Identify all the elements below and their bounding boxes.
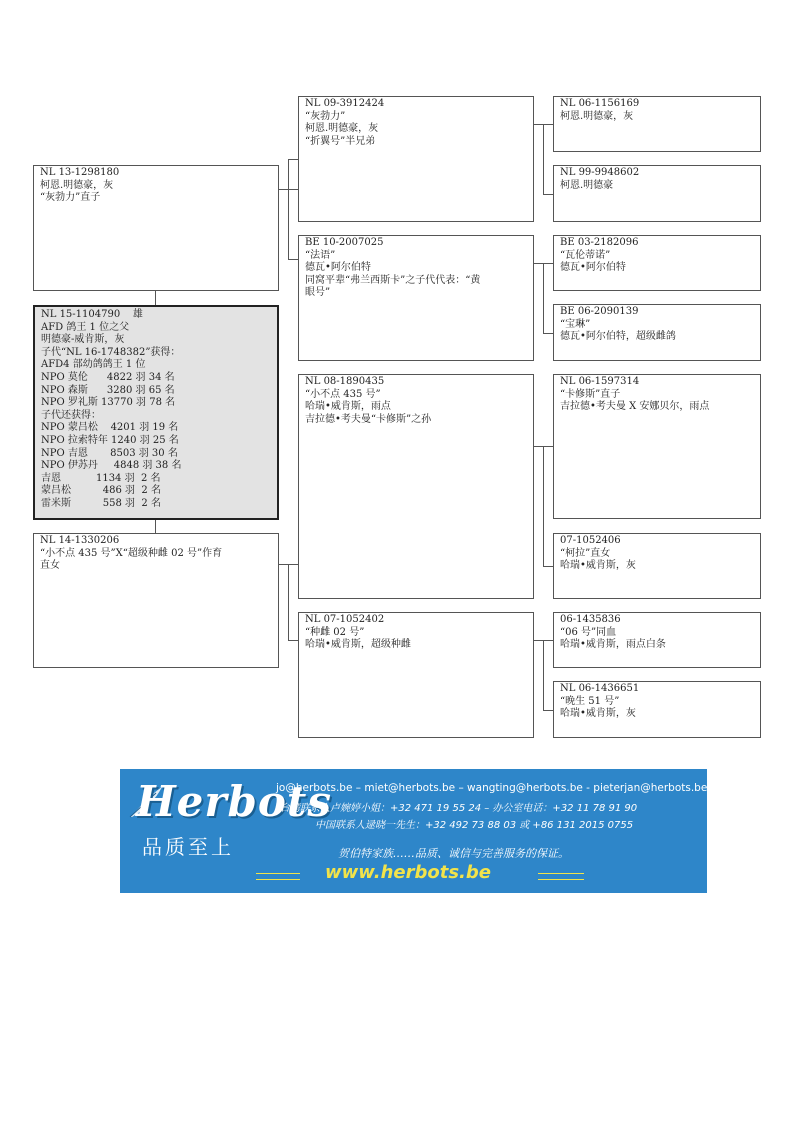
result-line: NPO 罗礼斯 13770 羽 78 名: [41, 397, 176, 409]
description-line: 子代“NL 16-1748382”获得：: [41, 346, 181, 358]
herbots-logo: Herbots: [136, 777, 332, 826]
sire-sire-card: [298, 96, 534, 222]
description-line: “灰勃力”: [305, 110, 346, 122]
description-line: 德瓦•阿尔伯特: [305, 262, 371, 274]
subject-card: [33, 305, 279, 520]
decorative-rule: [256, 873, 300, 880]
description-line: AFD4 部幼鸽鸽王 1 位: [41, 359, 146, 371]
ring-number: NL 99-9948602: [560, 167, 640, 178]
description-line: “折翼号”半兄弟: [305, 135, 376, 147]
ring-number: NL 14-1330206: [40, 535, 120, 546]
connector: [543, 333, 553, 334]
connector: [288, 259, 298, 260]
ring-number: 07-1052406: [560, 535, 621, 546]
description-line: “小不点 435 号”: [305, 388, 381, 400]
description-line: 明德豪-威肯斯，灰: [41, 334, 125, 346]
description-line: 哈瑞•威肯斯，超级种雌: [305, 639, 411, 651]
connector: [543, 446, 544, 566]
ancestor-card: [553, 235, 761, 291]
ring-number: NL 06-1156169: [560, 98, 640, 109]
ancestor-card: [553, 681, 761, 738]
description-line: 哈瑞•威肯斯，灰: [560, 708, 636, 720]
description-line: 眼号”: [305, 287, 331, 299]
description-line: 哈瑞•威肯斯，雨点白条: [560, 639, 666, 651]
description-line: 德瓦•阿尔伯特，超级雌鸽: [560, 331, 676, 343]
ring-number: NL 08-1890435: [305, 376, 385, 387]
description-line: “宝琳”: [560, 318, 591, 330]
description-line: 哈瑞•威肯斯，灰: [560, 560, 636, 572]
description-line: “灰勃力”直子: [40, 192, 101, 204]
description-line: “柯拉”直女: [560, 547, 611, 559]
ring-number: NL 13-1298180: [40, 167, 120, 178]
description-line: “种雌 02 号”: [305, 626, 365, 638]
decorative-rule: [538, 873, 584, 880]
description-line: 德瓦•阿尔伯特: [560, 262, 626, 274]
description-line: 哈瑞•威肯斯，雨点: [305, 401, 391, 413]
ancestor-card: [553, 612, 761, 668]
ring-number: BE 06-2090139: [560, 306, 639, 317]
email-contacts[interactable]: jo@herbots.be – miet@herbots.be – wangting@herbots.be - pieterjan@herbots.be: [276, 782, 707, 794]
connector: [543, 710, 553, 711]
connector: [155, 519, 156, 533]
description-line: “卡修斯”直子: [560, 388, 621, 400]
description-line: 柯恩.明德豪，灰: [305, 123, 379, 135]
service-statement: 贺伯特家族……品质、诚信与完善服务的保证。: [338, 847, 569, 860]
ancestor-card: [553, 304, 761, 361]
website-link[interactable]: www.herbots.be: [325, 862, 491, 883]
description-line: 子代还获得：: [41, 409, 101, 421]
description-line: 柯恩.明德豪，灰: [560, 110, 634, 122]
result-line: 吉恩 1134 羽 2 名: [41, 472, 161, 484]
connector: [288, 640, 298, 641]
description-line: 吉拉德•考夫曼 X 安娜贝尔，雨点: [560, 401, 710, 413]
dam-card: [33, 533, 279, 668]
connector: [543, 263, 544, 333]
connector: [543, 566, 553, 567]
result-line: NPO 吉恩 8503 羽 30 名: [41, 447, 178, 459]
description-line: “瓦伦蒂诺”: [560, 249, 611, 261]
connector: [543, 124, 544, 194]
sire-dam-card: [298, 235, 534, 361]
sire-card: [33, 165, 279, 291]
description-line: AFD 鸽王 1 位之父: [41, 321, 130, 333]
ring-number: BE 03-2182096: [560, 237, 639, 248]
ring-number: NL 07-1052402: [305, 614, 385, 625]
connector: [288, 159, 298, 160]
herbots-banner: [120, 769, 707, 893]
connector: [543, 194, 553, 195]
ancestor-card: [553, 96, 761, 152]
ancestor-card: [553, 533, 761, 599]
description-line: 同窝平辈“弗兰西斯卡”之子代代表：“黄: [305, 274, 481, 286]
ring-number: NL 15-1104790 雄: [41, 309, 143, 320]
description-line: 直女: [40, 560, 60, 572]
dam-dam-card: [298, 612, 534, 738]
description-line: “法语”: [305, 249, 336, 261]
result-line: NPO 蒙吕松 4201 羽 19 名: [41, 422, 179, 434]
description-line: 柯恩.明德豪，灰: [40, 179, 114, 191]
result-line: NPO 森斯 3280 羽 65 名: [41, 384, 175, 396]
ring-number: 06-1435836: [560, 614, 621, 625]
china-contact: 中国联系人逯晓一先生：+32 492 73 88 03 或 +86 131 2015 0755: [315, 820, 634, 831]
result-line: 雷米斯 558 羽 2 名: [41, 497, 161, 509]
connector: [288, 159, 289, 259]
result-line: NPO 伊苏丹 4848 羽 38 名: [41, 460, 182, 472]
slogan: 品质至上: [142, 835, 234, 859]
result-line: NPO 莫伦 4822 羽 34 名: [41, 371, 175, 383]
description-line: “06 号”同血: [560, 626, 617, 638]
description-line: “小不点 435 号”X“超级种雌 02 号”作育: [40, 547, 223, 559]
connector: [543, 640, 544, 710]
ring-number: NL 06-1597314: [560, 376, 640, 387]
ring-number: BE 10-2007025: [305, 237, 384, 248]
ancestor-card: [553, 374, 761, 519]
connector: [155, 290, 156, 305]
description-line: 吉拉德•考夫曼“卡修斯”之孙: [305, 413, 432, 425]
description-line: “晚生 51 号”: [560, 695, 620, 707]
dam-sire-card: [298, 374, 534, 599]
connector: [288, 564, 289, 640]
ring-number: NL 06-1436651: [560, 683, 640, 694]
result-line: 蒙吕松 486 羽 2 名: [41, 485, 161, 497]
result-line: NPO 拉索特年 1240 羽 25 名: [41, 434, 179, 446]
ancestor-card: [553, 165, 761, 222]
description-line: 柯恩.明德豪: [560, 179, 614, 191]
taiwan-contact: 台湾联系人卢婉婷小姐：+32 471 19 55 24 – 办公室电话：+32 11 78 91 90: [280, 803, 638, 814]
ring-number: NL 09-3912424: [305, 98, 385, 109]
